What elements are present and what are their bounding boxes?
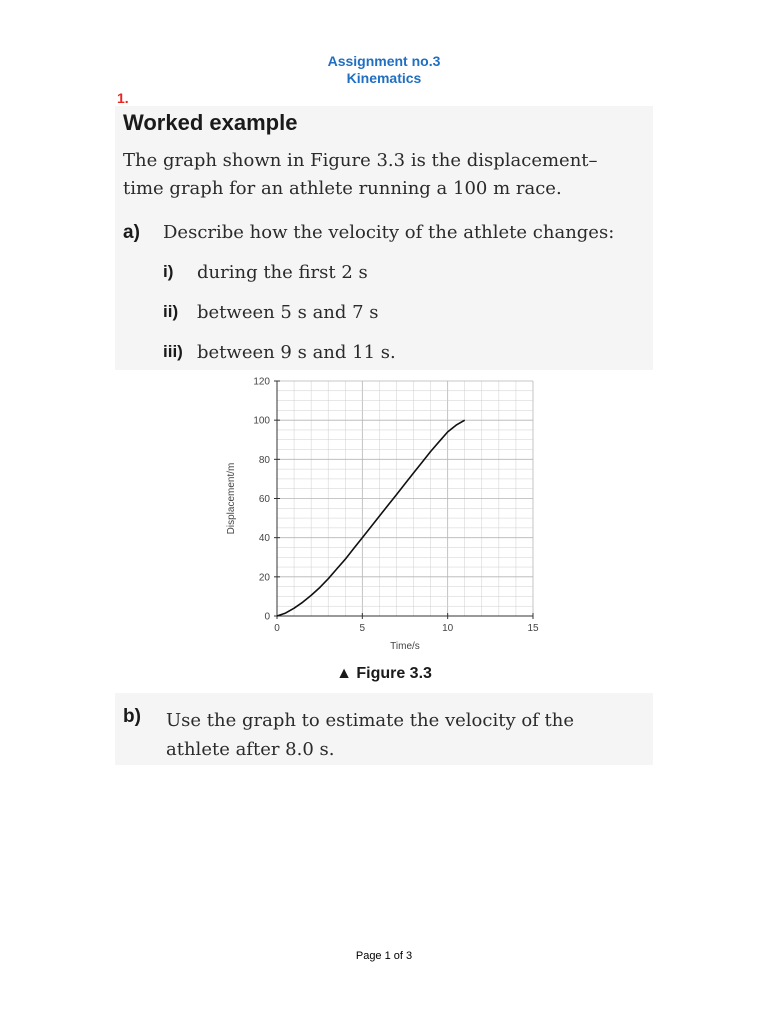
y-axis-label: Displacement/m xyxy=(226,462,237,535)
y-tick-label: 40 xyxy=(258,533,270,545)
intro-line-1: The graph shown in Figure 3.3 is the displacement– xyxy=(123,150,598,171)
part-b-text xyxy=(166,706,574,764)
x-tick-label: 0 xyxy=(274,623,280,634)
question-number: 1. xyxy=(117,90,129,106)
chart-grid xyxy=(277,381,533,616)
figure-caption: ▲ Figure 3.3 xyxy=(336,665,432,682)
intro-line-2: time graph for an athlete running a 100 m race. xyxy=(123,178,562,199)
worked-example-intro xyxy=(123,147,653,203)
x-axis-label: Time/s xyxy=(390,641,420,652)
part-b-line-2: athlete after 8.0 s. xyxy=(166,739,335,760)
y-tick-label: 0 xyxy=(264,611,270,623)
x-tick-label: 5 xyxy=(359,623,366,634)
chart-ticks xyxy=(253,377,539,635)
part-a-label: a) xyxy=(123,222,140,243)
part-b-line-1: Use the graph to estimate the velocity of the xyxy=(166,710,575,731)
part-a-item-1-text: during the first 2 s xyxy=(197,262,368,283)
part-a-item-3-label: iii) xyxy=(163,342,183,361)
y-tick-label: 80 xyxy=(258,454,270,466)
page-footer: Page 1 of 3 xyxy=(355,950,413,962)
x-tick-label: 10 xyxy=(442,623,454,634)
y-tick-label: 120 xyxy=(253,376,270,388)
x-tick-label: 15 xyxy=(527,623,539,634)
displacement-time-chart xyxy=(220,372,550,662)
assignment-title: Assignment no.3 xyxy=(327,53,441,69)
assignment-subject: Kinematics xyxy=(346,70,422,86)
y-tick-label: 100 xyxy=(253,415,270,427)
worked-example-title: Worked example xyxy=(123,110,298,135)
part-b-label: b) xyxy=(123,706,141,727)
part-a-item-2-text: between 5 s and 7 s xyxy=(197,302,379,323)
part-a-text: Describe how the velocity of the athlete changes: xyxy=(163,222,615,243)
part-a-item-1-label: i) xyxy=(163,262,174,281)
assignment-header xyxy=(0,53,768,87)
part-a-item-2-label: ii) xyxy=(163,302,179,321)
y-tick-label: 60 xyxy=(258,494,270,505)
part-a-item-3-text: between 9 s and 11 s. xyxy=(197,342,396,363)
y-tick-label: 20 xyxy=(258,572,270,584)
